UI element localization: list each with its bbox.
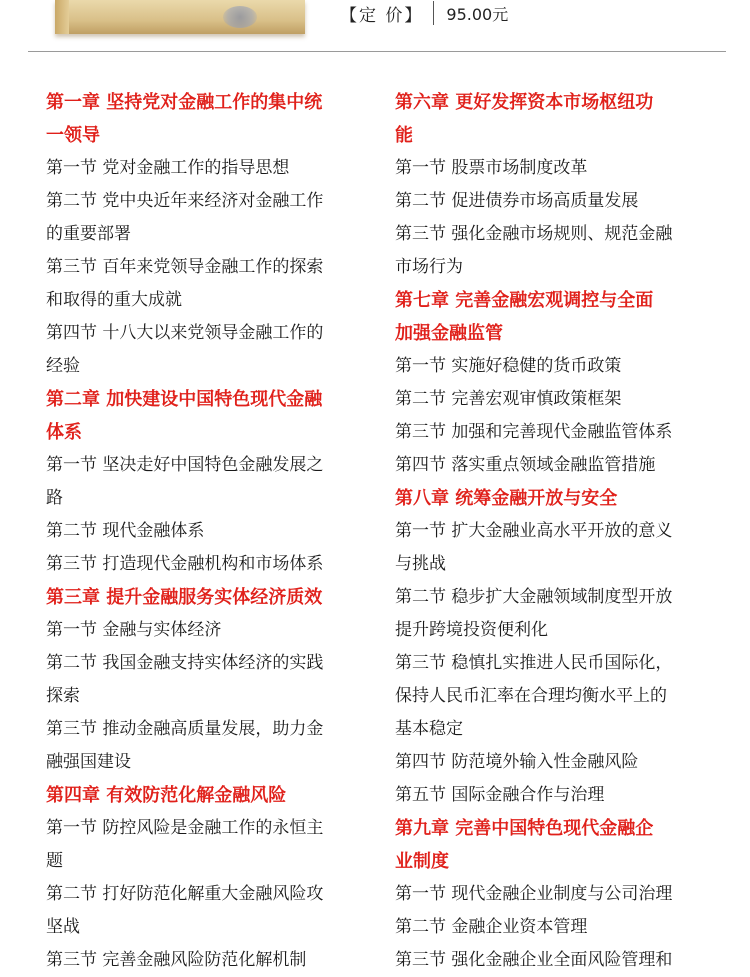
product-header: [0, 0, 750, 40]
table-of-contents: [0, 86, 750, 970]
toc-section-line: 第一节 实施好稳健的货币政策: [395, 356, 622, 376]
toc-section-line: 第一节 金融与实体经济: [46, 620, 222, 640]
toc-chapter-line: 第七章 完善金融宏观调控与全面: [395, 290, 654, 311]
toc-chapter-line: 一领导: [46, 125, 100, 146]
toc-section-line: 第二节 金融企业资本管理: [395, 917, 588, 937]
toc-section-line: 经验: [46, 356, 80, 376]
toc-section-line: 第二节 现代金融体系: [46, 521, 205, 541]
price-row: [340, 0, 508, 26]
toc-section-line: 第三节 打造现代金融机构和市场体系: [46, 554, 324, 574]
toc-section-line: 第三节 百年来党领导金融工作的探索: [46, 257, 324, 277]
toc-chapter-line: 第九章 完善中国特色现代金融企: [395, 818, 654, 839]
toc-section-line: 第三节 加强和完善现代金融监管体系: [395, 422, 673, 442]
toc-chapter-line: 业制度: [395, 851, 449, 872]
toc-left-column: [46, 86, 376, 977]
toc-right-column: [395, 86, 725, 977]
toc-chapter-line: 第二章 加快建设中国特色现代金融: [46, 389, 323, 410]
toc-section-line: 第四节 十八大以来党领导金融工作的: [46, 323, 324, 343]
toc-section-line: 题: [46, 851, 63, 871]
toc-chapter-line: 第八章 统筹金融开放与安全: [395, 488, 618, 509]
toc-section-line: 第二节 促进债券市场高质量发展: [395, 191, 639, 211]
toc-chapter-line: 第四章 有效防范化解金融风险: [46, 785, 287, 806]
toc-section-line: 第五节 国际金融合作与治理: [395, 785, 605, 805]
toc-section-line: 第一节 扩大金融业高水平开放的意义: [395, 521, 673, 541]
toc-section-line: 第二节 打好防范化解重大金融风险攻: [46, 884, 324, 904]
toc-section-line: 探索: [46, 686, 80, 706]
toc-section-line: 第二节 党中央近年来经济对金融工作: [46, 191, 324, 211]
toc-section-line: 第三节 强化金融市场规则、规范金融: [395, 224, 673, 244]
price-label: 【定 价】: [340, 5, 424, 26]
price-value: 95.00元: [446, 4, 509, 24]
toc-section-line: 第四节 防范境外输入性金融风险: [395, 752, 639, 772]
toc-chapter-line: 第一章 坚持党对金融工作的集中统: [46, 92, 323, 113]
toc-chapter-line: 第三章 提升金融服务实体经济质效: [46, 587, 323, 608]
toc-section-line: 第二节 稳步扩大金融领域制度型开放: [395, 587, 673, 607]
toc-section-line: 市场行为: [395, 257, 463, 277]
toc-chapter-line: 第六章 更好发挥资本市场枢纽功: [395, 92, 654, 113]
toc-section-line: 第三节 稳慎扎实推进人民币国际化，: [395, 653, 673, 673]
cover-emblem-icon: [223, 6, 257, 28]
toc-section-line: 和取得的重大成就: [46, 290, 182, 310]
toc-section-line: 第三节 强化金融企业全面风险管理和: [395, 950, 673, 970]
book-cover-image: [55, 0, 305, 34]
toc-section-line: 提升跨境投资便利化: [395, 620, 548, 640]
toc-section-line: 第四节 落实重点领域金融监管措施: [395, 455, 656, 475]
toc-section-line: 第三节 完善金融风险防范化解机制: [46, 950, 307, 970]
toc-section-line: 坚战: [46, 917, 80, 937]
book-spine: [55, 0, 69, 34]
toc-section-line: 第一节 股票市场制度改革: [395, 158, 588, 178]
toc-chapter-line: 加强金融监管: [395, 323, 503, 344]
toc-chapter-line: 体系: [46, 422, 82, 443]
price-separator: [433, 1, 434, 25]
toc-section-line: 路: [46, 488, 63, 508]
toc-section-line: 融强国建设: [46, 752, 131, 772]
section-divider: [28, 51, 726, 52]
toc-section-line: 第一节 现代金融企业制度与公司治理: [395, 884, 673, 904]
toc-section-line: 的重要部署: [46, 224, 131, 244]
toc-section-line: 第二节 我国金融支持实体经济的实践: [46, 653, 324, 673]
toc-section-line: 第一节 党对金融工作的指导思想: [46, 158, 290, 178]
toc-section-line: 第一节 坚决走好中国特色金融发展之: [46, 455, 324, 475]
toc-section-line: 保持人民币汇率在合理均衡水平上的: [395, 686, 667, 706]
toc-section-line: 第三节 推动金融高质量发展，助力金: [46, 719, 324, 739]
toc-section-line: 与挑战: [395, 554, 446, 574]
toc-section-line: 第二节 完善宏观审慎政策框架: [395, 389, 622, 409]
toc-section-line: 第一节 防控风险是金融工作的永恒主: [46, 818, 324, 838]
toc-chapter-line: 能: [395, 125, 413, 146]
toc-section-line: 基本稳定: [395, 719, 463, 739]
